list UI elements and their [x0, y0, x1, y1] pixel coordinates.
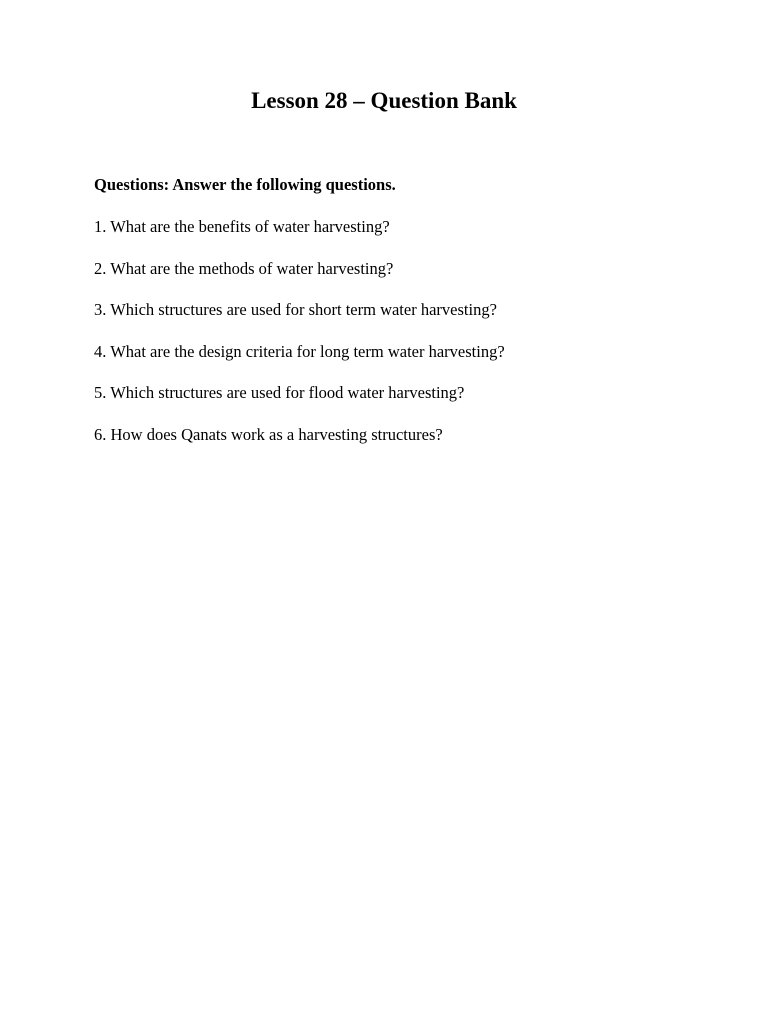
question-item: 2. What are the methods of water harvesting?	[94, 258, 394, 278]
question-item: 5. Which structures are used for flood water harvesting?	[94, 383, 465, 403]
instructions-heading: Questions: Answer the following questions.	[94, 175, 396, 194]
question-item: 4. What are the design criteria for long term water harvesting?	[94, 341, 505, 361]
question-item: 3. Which structures are used for short term water harvesting?	[94, 300, 497, 320]
question-list	[94, 216, 505, 466]
question-item: 1. What are the benefits of water harvesting?	[94, 217, 390, 236]
page-title: Lesson 28 – Question Bank	[251, 88, 517, 113]
question-item: 6. How does Qanats work as a harvesting structures?	[94, 424, 443, 444]
